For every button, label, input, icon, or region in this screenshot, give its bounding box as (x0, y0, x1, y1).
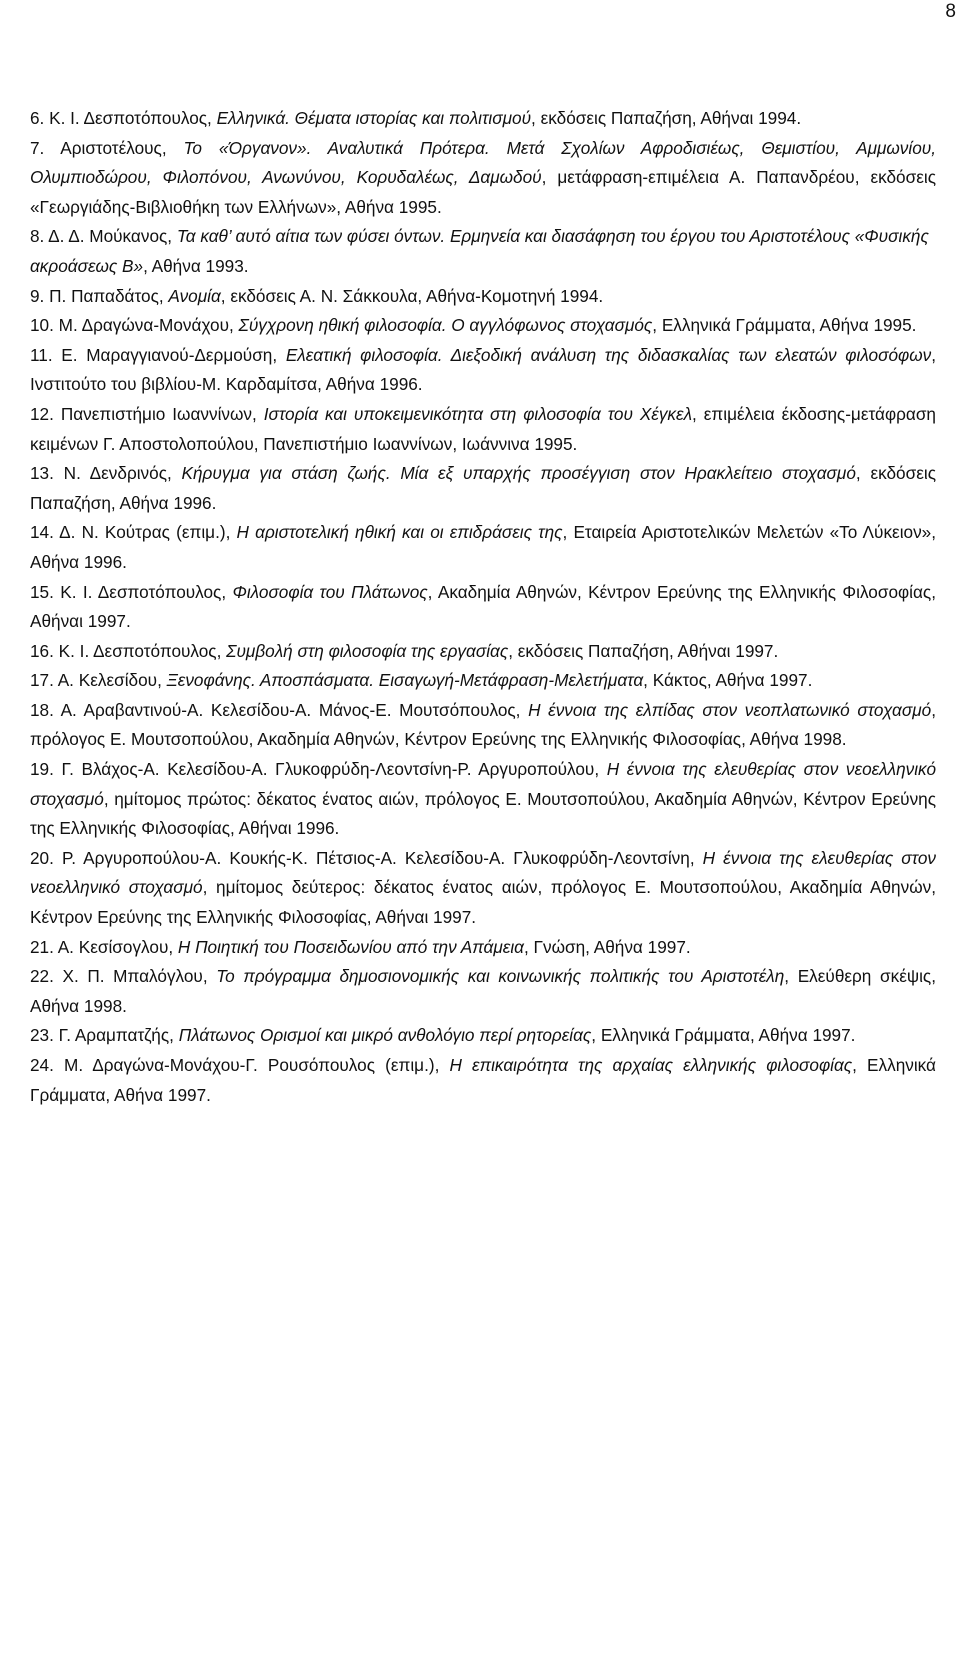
reference-entry (30, 933, 936, 963)
reference-text: 24. Μ. Δραγώνα-Μονάχου-Γ. Ρουσόπουλος (επιμ.), (30, 1055, 450, 1075)
reference-entry (30, 578, 936, 637)
reference-text: 6. Κ. Ι. Δεσποτόπουλος, (30, 108, 217, 128)
reference-text: , εκδόσεις Παπαζήση, Αθήνα 1996. (30, 463, 936, 513)
reference-text: , εκδόσεις Παπαζήση, Αθήναι 1997. (508, 640, 779, 661)
reference-text: 19. Γ. Βλάχος-Α. Κελεσίδου-Α. Γλυκοφρύδη-Λεοντσίνη-Ρ. Αργυροπούλου, (30, 759, 607, 780)
reference-text: 10. Μ. Δραγώνα-Μονάχου, (30, 315, 239, 336)
reference-entry (30, 400, 936, 459)
reference-text: 18. Α. Αραβαντινού-Α. Κελεσίδου-Α. Μάνος-Ε. Μουτσόπουλος, (30, 699, 529, 720)
reference-text: , εκδόσεις Α. Ν. Σάκκουλα, Αθήνα-Κομοτηνή 1994. (220, 285, 604, 306)
reference-entry (30, 311, 936, 341)
reference-title: Ελεατική φιλοσοφία. Διεξοδική ανάλυση της διδασκαλίας των ελεατών φιλοσόφων (285, 344, 932, 365)
reference-text: , Ελεύθερη σκέψις, Αθήνα 1998. (30, 966, 936, 1016)
reference-title: Η Ποιητική του Ποσειδωνίου από την Απάμεια (177, 936, 524, 957)
reference-text: , ημίτομος πρώτος: δέκατος ένατος αιών, πρόλογος Ε. Μουτσοπούλου, Ακαδημία Αθηνών, Κέντρον Ερεύνης της Ελληνικής Φιλοσοφίας, Αθήναι 1996. (30, 788, 936, 839)
reference-entry (30, 1051, 936, 1110)
reference-title: Κήρυγμα για στάση ζωής. Μία εξ υπαρχής προσέγγιση στον Ηρακλείτειο στοχασμό (181, 463, 856, 484)
reference-title: Η έννοια της ελευθερίας στον νεοελληνικό στοχασμό (30, 759, 936, 809)
reference-text: 22. Χ. Π. Μπαλόγλου, (30, 966, 217, 987)
reference-text: 21. Α. Κεσίσογλου, (30, 936, 178, 957)
reference-text: , Ελληνικά Γράμματα, Αθήνα 1995. (652, 315, 917, 336)
reference-title: Το πρόγραμμα δημοσιονομικής και κοινωνικής πολιτικής του Αριστοτέλη (216, 966, 785, 987)
reference-title: Συμβολή στη φιλοσοφία της εργασίας (226, 640, 509, 661)
reference-text: 9. Π. Παπαδάτος, (30, 285, 169, 306)
reference-title: Ιστορία και υποκειμενικότητα στη φιλοσοφία του Χέγκελ (263, 403, 693, 424)
reference-text: , Ελληνικά Γράμματα, Αθήνα 1997. (591, 1025, 856, 1046)
reference-title: Φιλοσοφία του Πλάτωνος (232, 581, 428, 602)
reference-title: Το «Όργανον». Αναλυτικά Πρότερα. Μετά Σχολίων Αφροδισιέως, Θεμιστίου, Αμμωνίου, Ολυμπιοδώρου, Φιλοπόνου, Ανωνύνου, Κορυδαλέως, Δαμωδού (30, 137, 936, 188)
reference-text: 7. Αριστοτέλους, (30, 137, 184, 158)
reference-entry (30, 518, 936, 577)
reference-text: 17. Α. Κελεσίδου, (30, 670, 167, 691)
reference-entry (30, 222, 936, 281)
reference-text: , Ακαδημία Αθηνών, Κέντρον Ερεύνης της Ελληνικής Φιλοσοφίας, Αθήναι 1997. (30, 581, 936, 632)
reference-entry (30, 104, 936, 134)
reference-entry (30, 1021, 936, 1051)
reference-title: Η έννοια της ελπίδας στον νεοπλατωνικό στοχασμό (528, 699, 932, 720)
reference-title: Ελληνικά. Θέματα ιστορίας και πολιτισμού (216, 108, 532, 128)
reference-text: 23. Γ. Αραμπατζής, (30, 1025, 179, 1046)
reference-title: Η αριστοτελική ηθική και οι επιδράσεις της (236, 522, 563, 543)
reference-entry (30, 696, 936, 755)
reference-title: Τα καθ’ αυτό αίτια των φύσει όντων. Ερμηνεία και διασάφηση του έργου του Αριστοτέλους «Φυσικής ακροάσεως Β» (30, 226, 929, 276)
reference-entry (30, 844, 936, 933)
reference-text: , Αθήνα 1993. (143, 255, 249, 276)
reference-text: , Ινστιτούτο του βιβλίου-Μ. Καρδαμίτσα, Αθήνα 1996. (30, 344, 936, 395)
reference-text: 12. Πανεπιστήμιο Ιωαννίνων, (30, 403, 264, 424)
reference-text: , πρόλογος Ε. Μουτσοπούλου, Ακαδημία Αθηνών, Κέντρον Ερεύνης της Ελληνικής Φιλοσοφίας, Αθήνα 1998. (30, 699, 936, 750)
reference-entry (30, 637, 936, 667)
reference-text: 13. Ν. Δενδρινός, (30, 463, 182, 484)
reference-text: , επιμέλεια έκδοσης-μετάφραση κειμένων Γ. Αποστολοπούλου, Πανεπιστήμιο Ιωαννίνων, Ιωάννινα 1995. (30, 403, 936, 454)
reference-text: , Γνώση, Αθήνα 1997. (523, 936, 691, 957)
reference-text: , εκδόσεις Παπαζήση, Αθήναι 1994. (531, 108, 802, 128)
reference-text: , ημίτομος δεύτερος: δέκατος ένατος αιών, πρόλογος Ε. Μουτσοπούλου, Ακαδημία Αθηνών, Κέντρον Ερεύνης της Ελληνικής Φιλοσοφίας, Αθήναι 1997. (30, 877, 936, 928)
reference-text: , Ελληνικά Γράμματα, Αθήνα 1997. (30, 1055, 936, 1105)
reference-entry (30, 666, 936, 696)
reference-entry (30, 755, 936, 844)
reference-entry (30, 134, 936, 223)
reference-text: , Κάκτος, Αθήνα 1997. (643, 670, 813, 691)
page-number: 8 (945, 1, 956, 22)
reference-text: 8. Δ. Δ. Μούκανος, (30, 226, 177, 247)
reference-title: Πλάτωνος Ορισμοί και μικρό ανθολόγιο περί ρητορείας (178, 1025, 592, 1046)
reference-entry (30, 962, 936, 1021)
reference-title: Ανομία (168, 285, 221, 306)
reference-text: , Εταιρεία Αριστοτελικών Μελετών «Το Λύκειον», Αθήνα 1996. (30, 522, 937, 572)
reference-text: , μετάφραση-επιμέλεια Α. Παπανδρέου, εκδόσεις «Γεωργιάδης-Βιβλιοθήκη των Ελλήνων», Αθήνα 1995. (30, 167, 936, 217)
reference-text: 16. Κ. Ι. Δεσποτόπουλος, (30, 640, 227, 661)
reference-list (30, 104, 936, 1110)
reference-title: Ξενοφάνης. Αποσπάσματα. Εισαγωγή-Μετάφραση-Μελετήματα (166, 670, 644, 691)
reference-text: 20. Ρ. Αργυροπούλου-Α. Κουκής-Κ. Πέτσιος-Α. Κελεσίδου-Α. Γλυκοφρύδη-Λεοντσίνη, (30, 847, 703, 868)
reference-text: 11. Ε. Μαραγγιανού-Δερμούση, (30, 344, 286, 365)
reference-title: Η έννοια της ελευθερίας στον νεοελληνικό στοχασμό (30, 847, 936, 898)
reference-title: Σύγχρονη ηθική φιλοσοφία. Ο αγγλόφωνος στοχασμός (238, 315, 653, 336)
reference-title: Η επικαιρότητα της αρχαίας ελληνικής φιλοσοφίας (449, 1055, 853, 1075)
reference-entry (30, 459, 936, 518)
reference-text: 14. Δ. Ν. Κούτρας (επιμ.), (30, 522, 237, 543)
reference-entry (30, 341, 936, 400)
reference-entry (30, 282, 936, 312)
reference-text: 15. Κ. Ι. Δεσποτόπουλος, (30, 581, 233, 602)
